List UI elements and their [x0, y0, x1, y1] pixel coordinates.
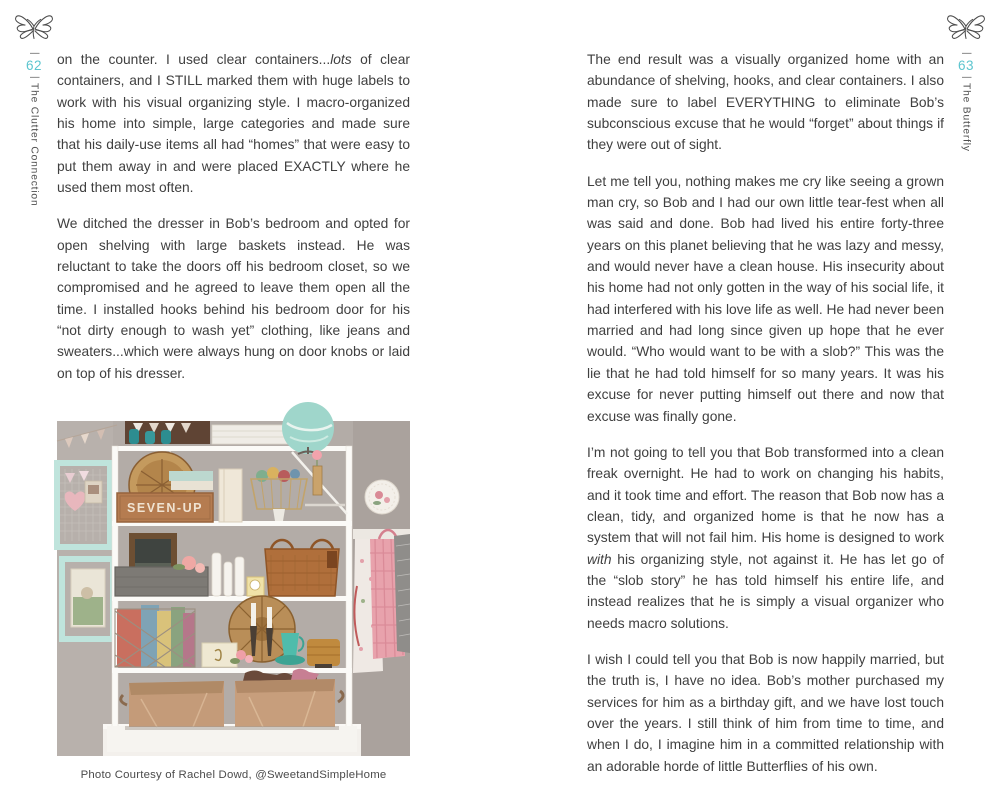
rail-separator: |	[961, 75, 972, 79]
right-page-body	[587, 49, 944, 792]
photo-picnic-basket	[265, 540, 339, 596]
photo-globe	[282, 402, 334, 454]
rail-separator: |	[961, 52, 972, 55]
left-page-margin-rail	[10, 8, 58, 207]
photo-glass-insulators	[129, 429, 171, 444]
body-paragraph: I’m not going to tell you that Bob transformed into a clean freak overnight. He had to work on changing his habits, and it took time and effort. The reason that Bob now has a clean, tidy, and organized home is that he now has a system that will not fail him. His home is designed to work with his organizing style, not against it. He has let go of the “slob story” he has told himself his entire life, and instead realizes that he is simply a visual organizer who needs macro solutions.	[587, 444, 944, 631]
butterfly-icon	[945, 8, 987, 48]
photo-gold-tin	[307, 639, 340, 668]
body-paragraph: I wish I could tell you that Bob is now happily married, but the truth is, I have no idea. Bob’s mother purchased my services for him as a birthday gift, and we have lost touch over the years. I still think of him from time to time, and when I do, I imagine him in a committed relationship with an adorable horde of little Butterflies of his own.	[587, 651, 944, 774]
svg-text:SEVEN-UP: SEVEN-UP	[127, 501, 203, 516]
photo-figure	[57, 421, 410, 786]
butterfly-icon	[13, 8, 55, 48]
photo-aprons	[353, 530, 410, 673]
chapter-title: The Butterfly	[960, 83, 972, 152]
photo-caption: Photo Courtesy of Rachel Dowd, @SweetandSimpleHome	[80, 769, 387, 782]
photo-plank-stack	[212, 425, 288, 444]
photo-mint-memo-frame	[57, 463, 110, 547]
photo-decorative-plate	[365, 480, 399, 514]
page-number: 63	[957, 57, 975, 73]
body-paragraph: on the counter. I used clear containers...lots of clear containers, and I STILL marked them with huge labels to work with his visual organizing style. I macro-organized his home into simple, large categories and made sure that his daily-use items all had “homes” that were easy to put them away in and were placed EXACTLY where he used them most often.	[57, 52, 410, 196]
photo-seven-up-crate	[117, 493, 213, 522]
body-paragraph: Let me tell you, nothing makes me cry like seeing a grown man cry, so Bob and I had our own little tear-fest when all was said and done. Bob had lived his entire forty-three years on this planet believing that he was lazy and messy, and would never have a clean house. His insecurity about his home had not only gotten in the way of his social life, it had interfered with his love life as well. He had never been married and had long since given up hope that he ever would. “Who would want to be with a slob?” This was the lie that he had told himself for so many years. It was his excuse for never putting himself out there and now that excuse was finally gone.	[587, 173, 944, 424]
left-page-body	[57, 49, 410, 787]
rail-separator: |	[29, 52, 40, 55]
shelf-photo	[57, 421, 410, 756]
photo-magazine-basket	[115, 605, 195, 667]
page-number: 62	[25, 57, 43, 73]
rail-separator: |	[29, 75, 40, 79]
photo-mint-art-frame	[62, 559, 113, 639]
body-paragraph: We ditched the dresser in Bob’s bedroom and opted for open shelving with large baskets instead. He was reluctant to take the doors off his bedroom closet, so we compromised and he agreed to leave them open all the time. I installed hooks behind his bedroom door for his “not dirty enough to wash yet” clothing, like jeans and sweaters...which were always hung on door knobs or laid on top of his dresser.	[57, 216, 410, 381]
body-paragraph: The end result was a visually organized home with an abundance of shelving, hooks, and clear containers. I also made sure to label EVERYTHING to eliminate Bob’s subconscious excuse that he would “forget” about things if they were out of sight.	[587, 52, 944, 153]
photo-clock-box	[247, 577, 264, 596]
photo-cream-box	[202, 643, 237, 667]
chapter-title: The Clutter Connection	[28, 83, 40, 207]
photo-standing-book	[219, 469, 242, 522]
right-page-margin-rail	[942, 8, 990, 152]
